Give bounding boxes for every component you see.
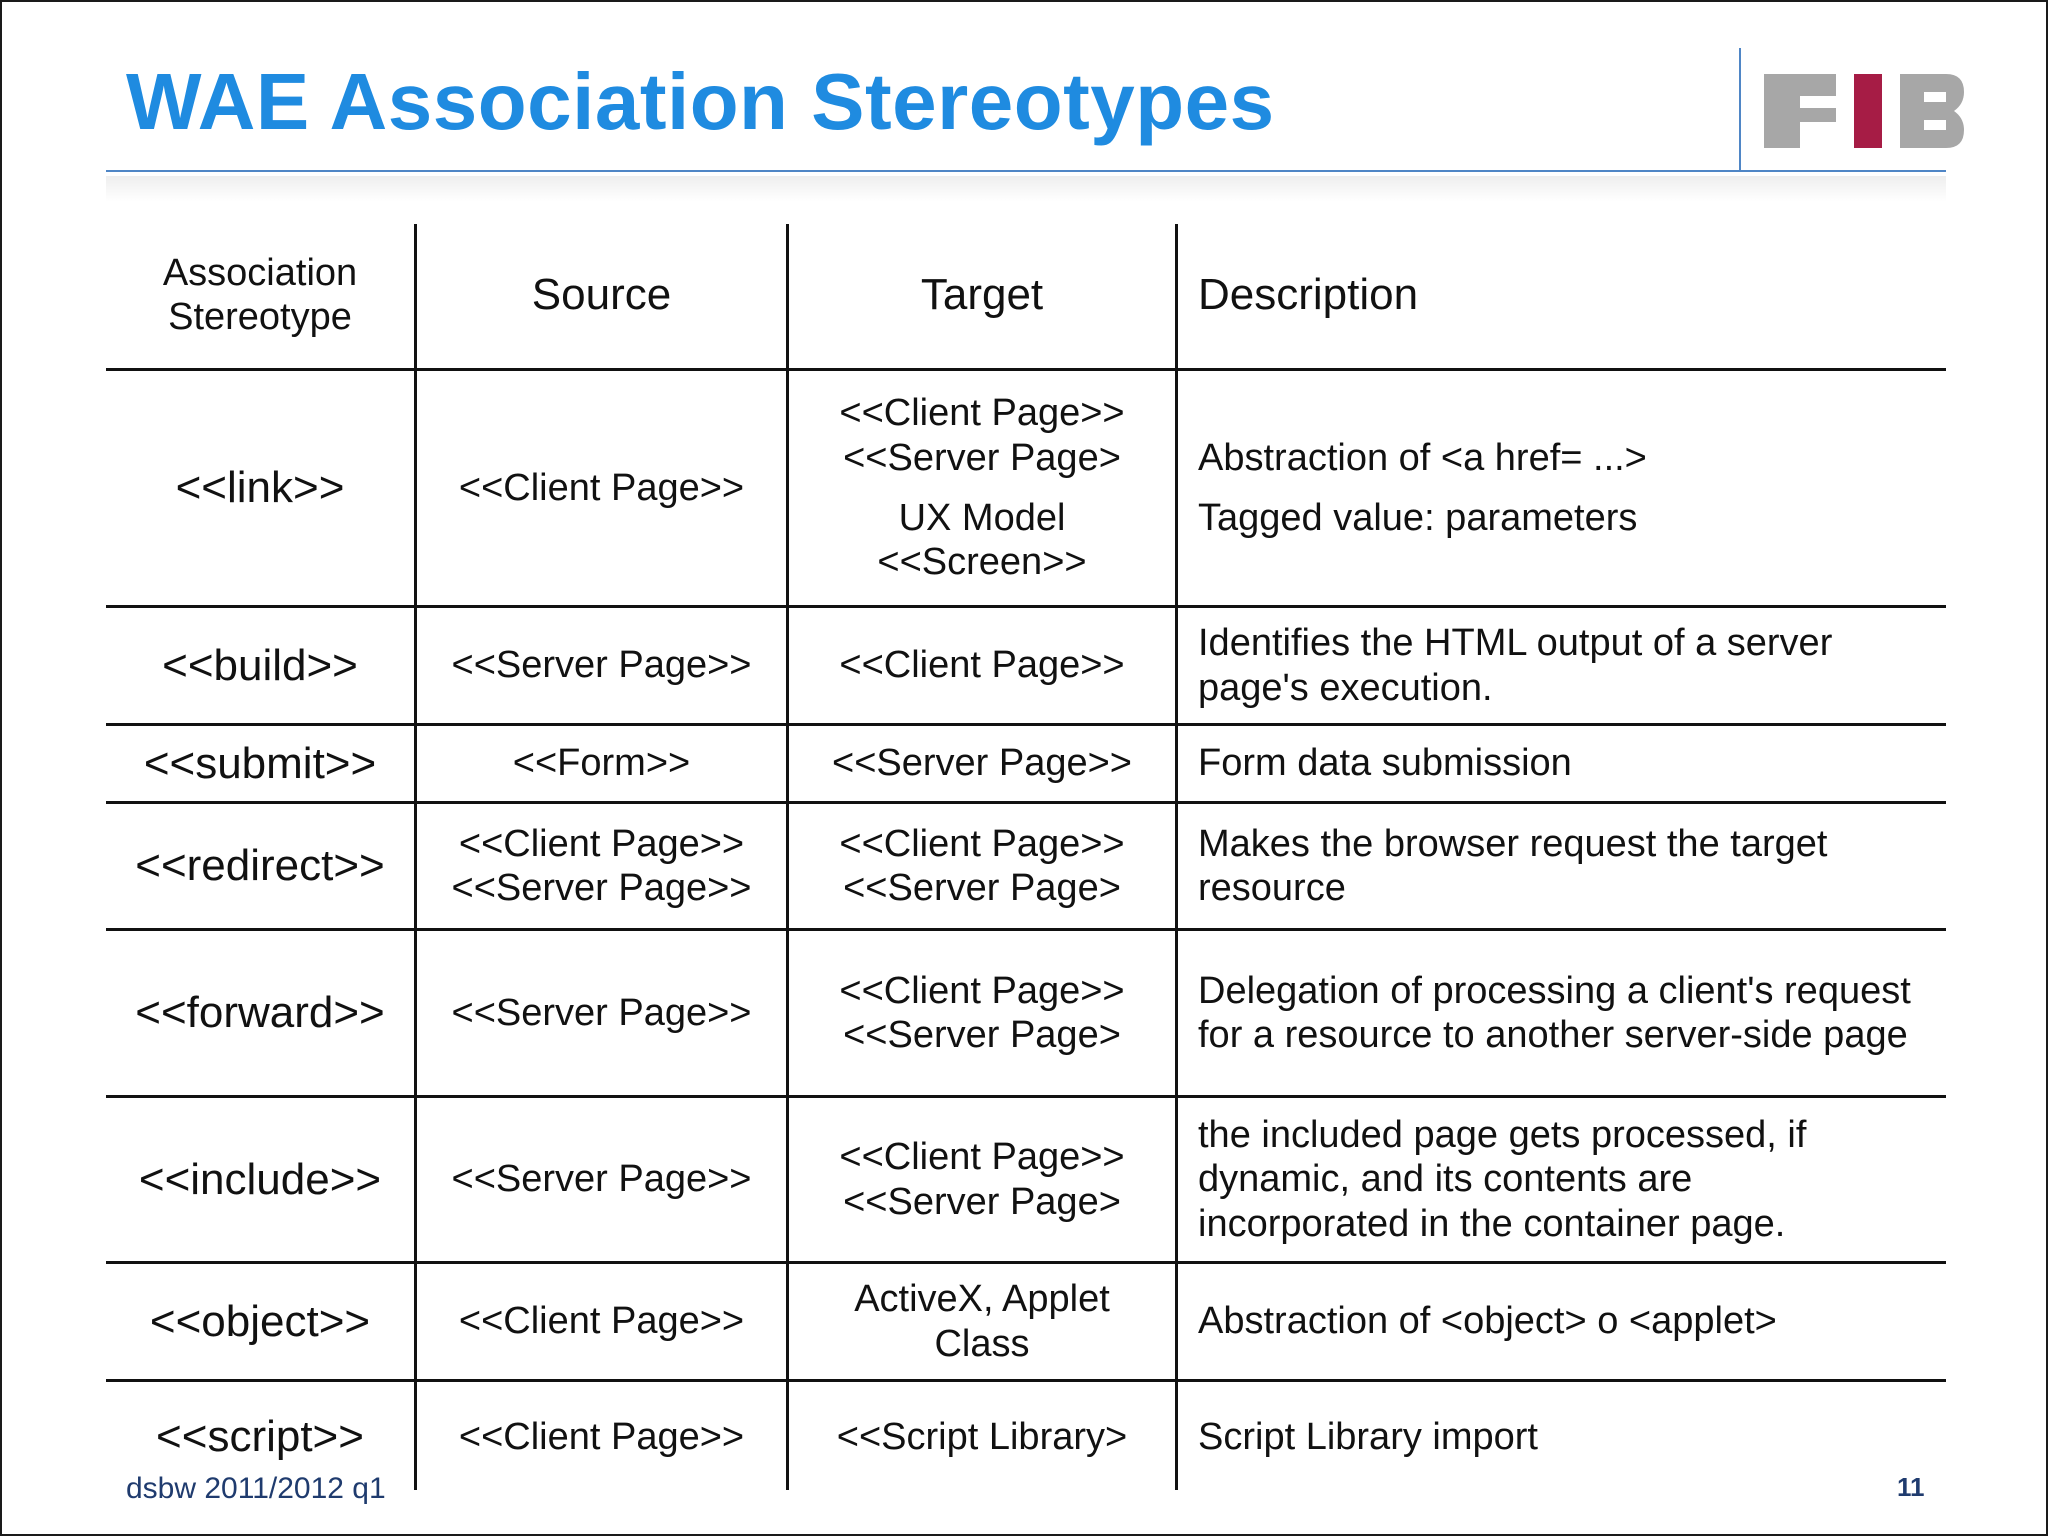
stereotypes-table [106, 222, 1946, 1492]
source-label: <<Server Page>> [451, 867, 752, 909]
stereotype-label: <<include>> [138, 1154, 382, 1204]
target-label: <<Screen>> [877, 541, 1087, 584]
source-label: <<Server Page>> [451, 1158, 752, 1201]
header-shadow [106, 176, 1946, 202]
source-label: <<Client Page>> [458, 1415, 745, 1458]
target-label: <<Server Page> [843, 1180, 1121, 1223]
slide-title: WAE Association Stereotypes [126, 57, 1275, 146]
table-row-source [417, 1264, 786, 1379]
header-description-label: Description [1198, 270, 1419, 320]
column-divider [1175, 224, 1178, 1490]
table-row-target [789, 1098, 1175, 1261]
source-label: <<Client Page>> [458, 466, 745, 509]
table-row-source [417, 1098, 786, 1261]
description-text: Delegation of processing a client's request for a resource to another server-side page [1198, 969, 1911, 1056]
source-label: <<Server Page>> [451, 991, 752, 1034]
description-text: Abstraction of <a href= ...> [1198, 436, 1647, 479]
logo-letter-b [1900, 74, 1964, 148]
header-stereotype-line: Stereotype [168, 296, 352, 338]
table-row-source [417, 726, 786, 801]
page-number: 11 [1897, 1472, 1925, 1502]
table-row-stereotype [106, 1098, 414, 1261]
header-source [417, 222, 786, 368]
table-row-description [1198, 608, 1858, 723]
description-text: Form data submission [1198, 742, 1572, 785]
source-label: <<Form>> [512, 742, 691, 785]
table-row-stereotype [106, 608, 414, 723]
target-label: ActiveX, Applet [854, 1278, 1110, 1321]
source-label: <<Client Page>> [458, 822, 745, 865]
header-stereotype-line: Association [162, 251, 358, 294]
description-text: the included page gets processed, if dynamic, and its contents are incorporated in the container page. [1198, 1113, 1807, 1245]
table-row-description [1198, 371, 1938, 605]
title-divider [106, 170, 1946, 172]
stereotype-label: <<submit>> [143, 738, 377, 788]
table-row-stereotype [106, 371, 414, 605]
table-row-source [417, 608, 786, 723]
target-label: <<Server Page>> [832, 742, 1132, 785]
table-row-target [789, 804, 1175, 928]
table-row-stereotype [106, 931, 414, 1095]
description-text: Abstraction of <object> o <applet> [1198, 1300, 1777, 1343]
target-label: <<Client Page>> [839, 392, 1125, 435]
table-row-description [1198, 1264, 1938, 1379]
table-row-description [1198, 1382, 1938, 1492]
footer-course: dsbw 2011/2012 q1 [126, 1472, 386, 1505]
table-row-target [789, 931, 1175, 1095]
logo-letter-i [1854, 74, 1882, 148]
table-row-description [1198, 931, 1938, 1095]
table-row-description [1198, 804, 1878, 928]
description-text: Identifies the HTML output of a server page's execution. [1198, 622, 1833, 709]
target-label: <<Server Page> [843, 1014, 1121, 1056]
target-label: UX Model [898, 497, 1066, 539]
target-label: <<Client Page>> [839, 1136, 1125, 1179]
source-label: <<Client Page>> [458, 1300, 745, 1343]
description-text: Makes the browser request the target resource [1198, 822, 1828, 909]
header-target-label: Target [920, 270, 1044, 320]
table-row-source [417, 931, 786, 1095]
stereotype-label: <<forward>> [135, 988, 385, 1038]
description-text: Tagged value: parameters [1198, 497, 1638, 539]
table-row-description [1198, 726, 1938, 801]
target-label: Class [934, 1322, 1030, 1365]
fib-logo [1764, 74, 1964, 148]
description-text: Script Library import [1198, 1415, 1538, 1458]
target-label: <<Server Page> [843, 436, 1121, 479]
table-row-target [789, 371, 1175, 605]
stereotype-label: <<build>> [162, 640, 358, 690]
table-row-stereotype [106, 804, 414, 928]
target-label: <<Script Library> [836, 1415, 1128, 1458]
stereotype-label: <<script>> [156, 1412, 364, 1462]
table-row-source [417, 371, 786, 605]
target-label: <<Client Page>> [839, 644, 1125, 687]
header-stereotype [106, 222, 414, 368]
source-label: <<Server Page>> [451, 644, 752, 687]
header-target [789, 222, 1175, 368]
table-row-target [789, 726, 1175, 801]
target-label: <<Server Page> [843, 867, 1121, 909]
table-row-description [1198, 1098, 1898, 1261]
stereotype-label: <<link>> [175, 463, 345, 513]
table-row-source [417, 804, 786, 928]
table-row-stereotype [106, 726, 414, 801]
table-row-stereotype [106, 1264, 414, 1379]
stereotype-label: <<redirect>> [135, 841, 385, 891]
stereotype-label: <<object>> [149, 1296, 371, 1346]
target-label: <<Client Page>> [839, 969, 1125, 1012]
header-description [1198, 222, 1938, 368]
table-row-target [789, 1264, 1175, 1379]
table-row-target [789, 608, 1175, 723]
table-row-target [789, 1382, 1175, 1492]
logo-divider [1739, 48, 1741, 172]
target-label: <<Client Page>> [839, 822, 1125, 865]
header-source-label: Source [531, 270, 672, 320]
table-row-source [417, 1382, 786, 1492]
